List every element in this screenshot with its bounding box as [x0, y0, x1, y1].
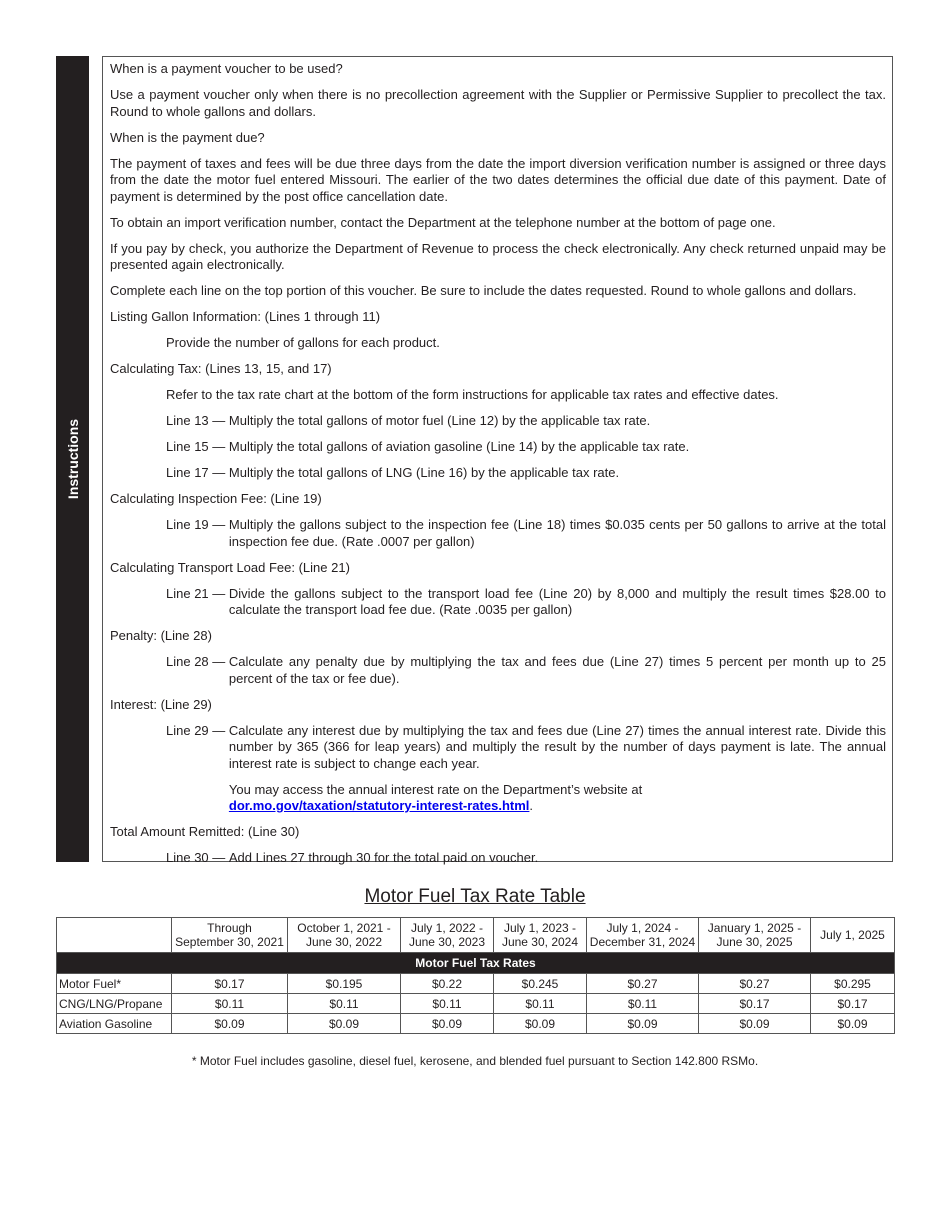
header-period-1: [172, 918, 288, 953]
line-28-instruction: [110, 654, 886, 687]
rate-cell: $0.09: [699, 1014, 811, 1034]
rate-table-band: [57, 953, 895, 974]
interest-link-period: .: [529, 798, 534, 813]
line-30-text: Add Lines 27 through 30 for the total paid on voucher.: [228, 850, 539, 865]
complete-paragraph: Complete each line on the top portion of this voucher. Be sure to include the dates requested. Round to whole gallons and dollars.: [110, 283, 857, 298]
header-4-line-2: June 30, 2024: [501, 935, 579, 949]
header-period-2: [288, 918, 401, 953]
heading-total: Total Amount Remitted: (Line 30): [110, 824, 300, 839]
header-1-line-2: September 30, 2021: [175, 935, 284, 949]
rate-cell: $0.17: [811, 994, 895, 1014]
answer-voucher: Use a payment voucher only when there is no precollection agreement with the Supplier or Permissive Supplier to precollect the tax. Round to whole gallons and dollars.: [110, 87, 886, 119]
heading-gallon: Listing Gallon Information: (Lines 1 through 11): [110, 309, 381, 324]
rate-cell: $0.11: [288, 994, 401, 1014]
heading-tax: Calculating Tax: (Lines 13, 15, and 17): [110, 361, 332, 376]
line-28-label: Line 28 —: [166, 654, 226, 669]
header-period-4: [494, 918, 587, 953]
row-label: Motor Fuel*: [57, 974, 172, 994]
rate-table-title: Motor Fuel Tax Rate Table: [364, 886, 586, 907]
gallon-text: Provide the number of gallons for each product.: [166, 335, 440, 350]
rate-cell: $0.09: [288, 1014, 401, 1034]
line-13-instruction: [110, 413, 886, 430]
heading-transport: Calculating Transport Load Fee: (Line 21): [110, 559, 350, 575]
instructions-sidebar: [56, 56, 89, 862]
rate-cell: $0.27: [699, 974, 811, 994]
line-19-label: Line 19 —: [166, 517, 226, 532]
line-15-text: Multiply the total gallons of aviation gasoline (Line 14) by the applicable tax rate.: [228, 439, 690, 454]
line-17-label: Line 17 —: [166, 465, 226, 480]
line-29-label: Line 29 —: [166, 722, 226, 738]
header-period-7: [811, 918, 895, 953]
heading-inspection: Calculating Inspection Fee: (Line 19): [110, 491, 322, 506]
question-voucher: When is a payment voucher to be used?: [110, 61, 343, 76]
line-28-text: Calculate any penalty due by multiplying the tax and fees due (Line 27) times 5 percent per month up to 25 percent of the tax or fee due).: [228, 654, 886, 686]
line-29-body: [229, 723, 886, 815]
rate-cell: $0.09: [172, 1014, 288, 1034]
header-period-3: [401, 918, 494, 953]
header-1-line-1: Through: [207, 921, 252, 935]
interest-rate-link[interactable]: dor.mo.gov/taxation/statutory-interest-rates.html: [228, 798, 530, 813]
rate-cell: $0.27: [587, 974, 699, 994]
rate-cell: $0.09: [587, 1014, 699, 1034]
header-5-line-2: December 31, 2024: [589, 935, 696, 949]
header-3-line-1: July 1, 2022 -: [410, 921, 484, 935]
line-15-label: Line 15 —: [166, 439, 226, 454]
table-row: [57, 974, 895, 994]
line-29-text: Calculate any interest due by multiplying the tax and fees due (Line 27) times the annual interest rate. Divide this number by 365 (366 for leap years) and multiply the result by the number of days payment is late. The annual interest rate is subject to change each year.: [228, 722, 886, 771]
rate-table: [56, 917, 895, 1034]
question-due: When is the payment due?: [110, 129, 265, 145]
header-6-line-2: June 30, 2025: [716, 935, 793, 949]
rate-cell: $0.09: [401, 1014, 494, 1034]
row-label: Aviation Gasoline: [57, 1014, 172, 1034]
line-17-instruction: [110, 465, 886, 482]
rate-cell: $0.17: [699, 994, 811, 1014]
verification-paragraph: To obtain an import verification number, contact the Department at the telephone number at the bottom of page one.: [110, 214, 776, 230]
table-row: [57, 1014, 895, 1034]
table-row: [57, 994, 895, 1014]
rate-cell: $0.245: [494, 974, 587, 994]
rate-table-footnote: * Motor Fuel includes gasoline, diesel fuel, kerosene, and blended fuel pursuant to Section 142.800 RSMo.: [191, 1054, 759, 1068]
rate-cell: $0.09: [494, 1014, 587, 1034]
check-paragraph: If you pay by check, you authorize the Department of Revenue to process the check electronically. Any check returned unpaid may be presented again electronically.: [110, 240, 886, 272]
line-13-text: Multiply the total gallons of motor fuel (Line 12) by the applicable tax rate.: [228, 413, 651, 428]
line-30-label: Line 30 —: [166, 850, 226, 865]
line-21-text: Divide the gallons subject to the transport load fee (Line 20) by 8,000 and multiply the result times $28.00 to calculate the transport load fee due. (Rate .0035 per gallon): [228, 585, 886, 617]
row-label: CNG/LNG/Propane: [57, 994, 172, 1014]
line-15-instruction: [110, 439, 886, 456]
interest-link-line: [229, 798, 886, 815]
rate-cell: $0.22: [401, 974, 494, 994]
band-label: Motor Fuel Tax Rates: [57, 953, 895, 974]
rate-cell: $0.11: [172, 994, 288, 1014]
tax-reference: Refer to the tax rate chart at the bottom of the form instructions for applicable tax rates and effective dates.: [166, 387, 779, 402]
header-3-line-2: June 30, 2023: [408, 935, 486, 949]
rate-cell: $0.17: [172, 974, 288, 994]
line-13-label: Line 13 —: [166, 413, 226, 428]
rate-cell: $0.11: [587, 994, 699, 1014]
header-5-line-1: July 1, 2024 -: [606, 921, 679, 935]
heading-interest: Interest: (Line 29): [110, 696, 212, 712]
sidebar-label: Instructions: [64, 418, 81, 500]
rate-cell: $0.11: [494, 994, 587, 1014]
line-17-text: Multiply the total gallons of LNG (Line 16) by the applicable tax rate.: [228, 465, 620, 480]
heading-penalty: Penalty: (Line 28): [110, 628, 212, 643]
line-30-instruction: [110, 850, 886, 867]
rate-cell: $0.09: [811, 1014, 895, 1034]
rate-cell: $0.195: [288, 974, 401, 994]
header-4-line-1: July 1, 2023 -: [503, 921, 577, 935]
rate-table-header-row: [57, 918, 895, 953]
rate-cell: $0.11: [401, 994, 494, 1014]
line-29-instruction: [110, 723, 886, 815]
header-empty: [57, 918, 172, 953]
line-19-instruction: [110, 517, 886, 550]
header-period-6: [699, 918, 811, 953]
header-2-line-1: October 1, 2021 -: [297, 921, 391, 935]
header-2-line-2: June 30, 2022: [305, 935, 383, 949]
instructions-box: [102, 56, 893, 865]
header-7-line-1: July 1, 2025: [820, 928, 885, 942]
interest-access-text: You may access the annual interest rate on the Department’s website at: [228, 781, 643, 797]
header-6-line-1: January 1, 2025 -: [707, 921, 802, 935]
line-19-text: Multiply the gallons subject to the inspection fee (Line 18) times $0.035 cents per 50 gallons to arrive at the total inspection fee due. (Rate .0007 per gallon): [228, 517, 886, 549]
line-21-instruction: [110, 586, 886, 619]
answer-due: The payment of taxes and fees will be due three days from the date the import diversion verification number is assigned or three days from the date the motor fuel entered Missouri. The earlier of the two dates determines the official due date of this payment. Date of payment is determined by the post office cancellation date.: [110, 155, 886, 204]
line-21-label: Line 21 —: [166, 585, 226, 601]
header-period-5: [587, 918, 699, 953]
rate-cell: $0.295: [811, 974, 895, 994]
